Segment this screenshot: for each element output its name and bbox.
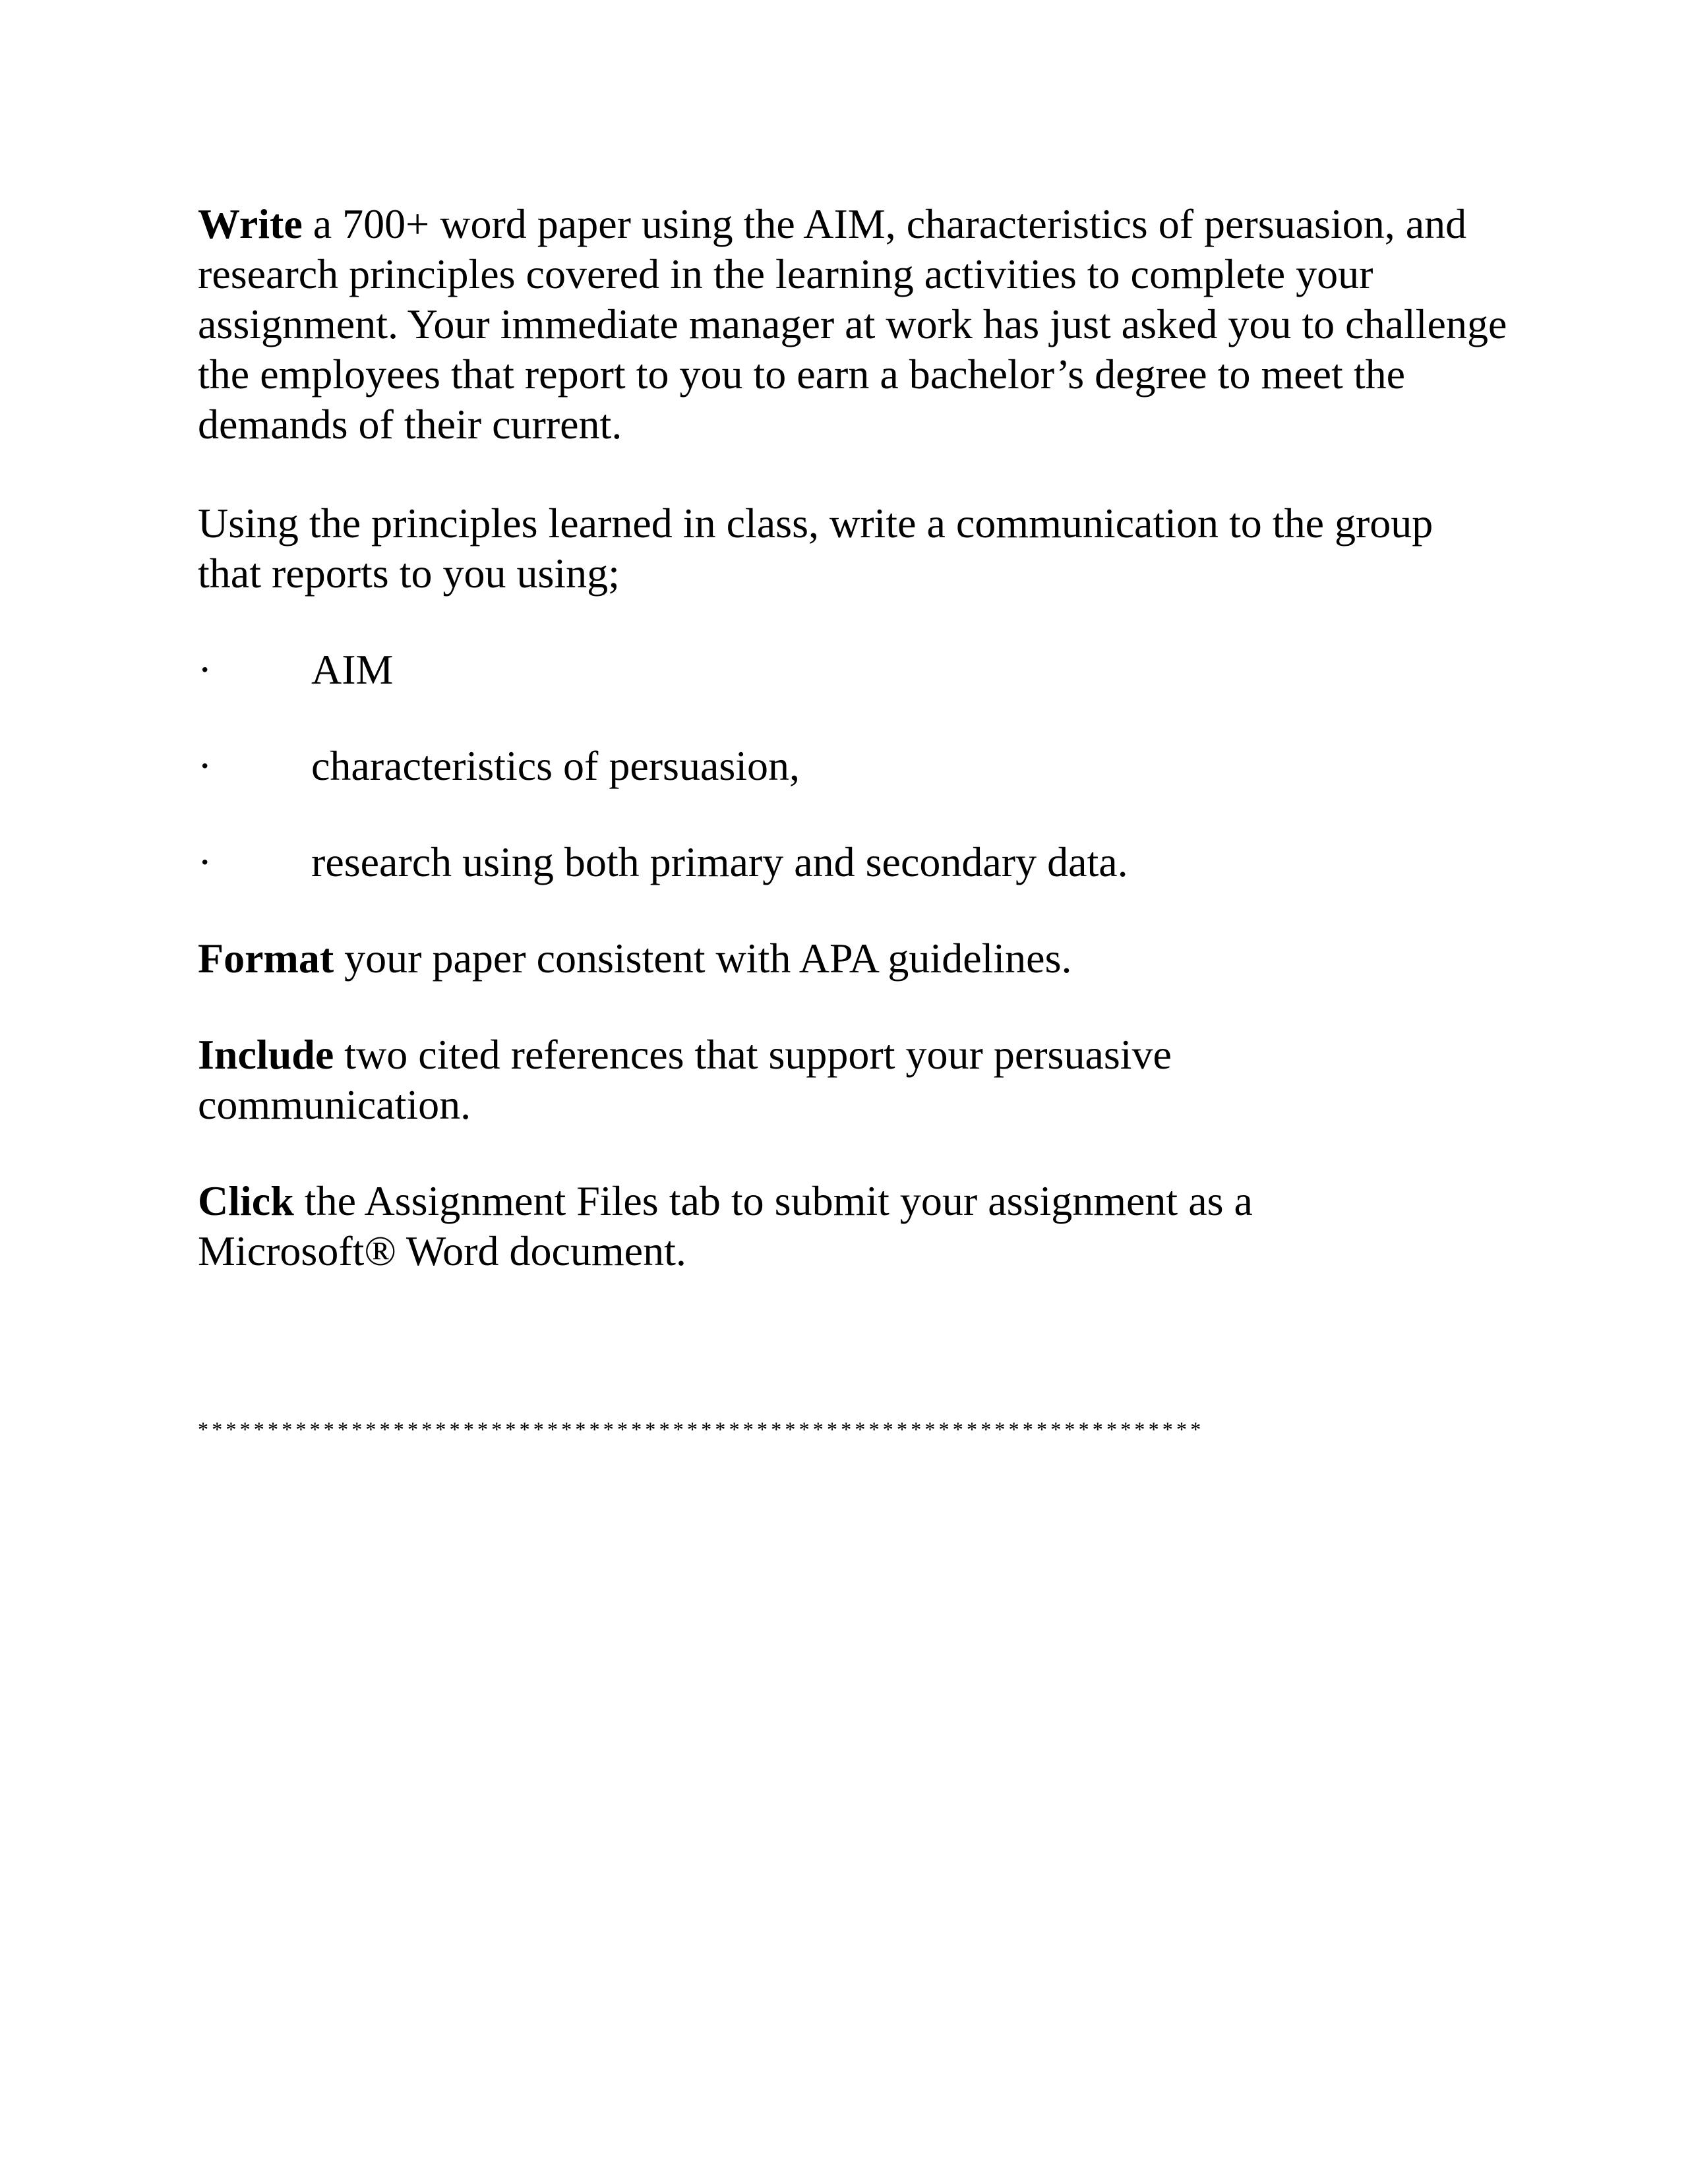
paragraph-text: a 700+ word paper using the AIM, characteristics of persuasion, and research principles covered in the learning activities to complete your assignment. Your immediate manager at work has just asked you to challenge the employees that report to you to earn a bachelor’s degree to meet the demands of their current. — [198, 200, 1507, 448]
bullet-text: characteristics of persuasion, — [311, 742, 800, 789]
instruction-paragraph-using — [198, 498, 1451, 599]
bullet-dot-icon: · — [198, 742, 212, 789]
bullet-item-research — [198, 837, 1451, 887]
bullet-item-aim — [198, 645, 1451, 695]
instruction-paragraph-write — [198, 199, 1523, 450]
paragraph-lead-word: Write — [198, 200, 303, 247]
paragraph-text: two cited references that support your persuasive communication. — [198, 1031, 1172, 1128]
paragraph-text: your paper consistent with APA guidelines. — [334, 935, 1072, 982]
asterisk-separator: ************************************************************************ — [198, 1417, 1205, 1441]
paragraph-lead-word: Format — [198, 935, 334, 982]
bullet-item-persuasion — [198, 741, 1451, 791]
bullet-dot-icon: · — [198, 839, 212, 885]
paragraph-text: Using the principles learned in class, write a communication to the group that reports to you using; — [198, 500, 1433, 597]
instruction-paragraph-include — [198, 1030, 1451, 1130]
paragraph-lead-word: Include — [198, 1031, 334, 1078]
paragraph-text: the Assignment Files tab to submit your assignment as a Microsoft® Word document. — [198, 1177, 1253, 1274]
bullet-dot-icon: · — [198, 646, 212, 693]
paragraph-lead-word: Click — [198, 1177, 294, 1224]
instruction-paragraph-click — [198, 1176, 1451, 1276]
bullet-text: AIM — [311, 646, 394, 693]
bullet-text: research using both primary and secondary data. — [311, 839, 1128, 885]
instruction-paragraph-format — [198, 933, 1451, 984]
